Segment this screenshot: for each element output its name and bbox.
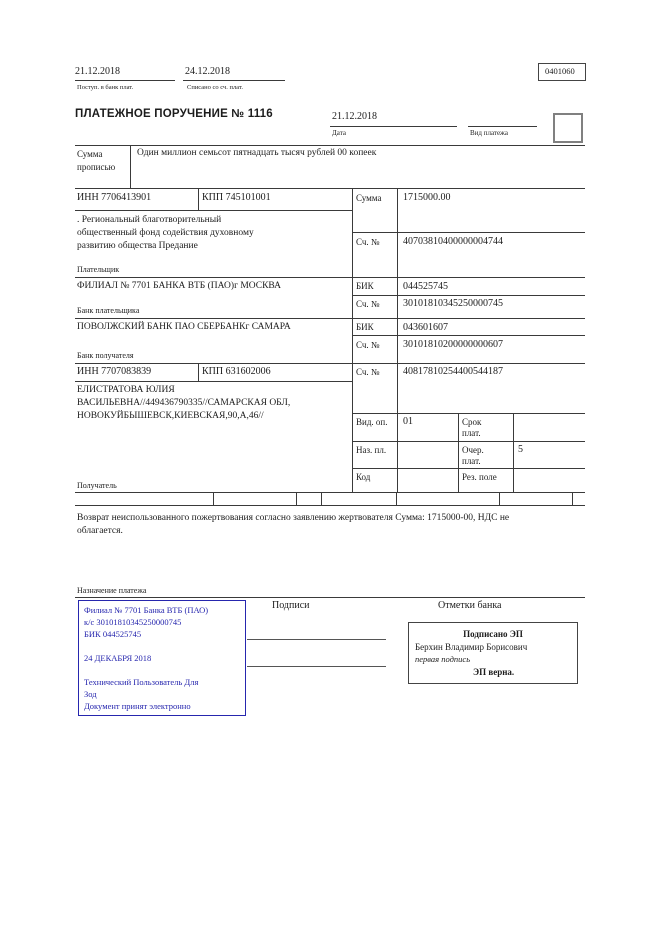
pay-term-label: Срок плат. — [462, 417, 482, 438]
received-in-bank-date: 21.12.2018 — [75, 66, 120, 77]
table-line — [75, 318, 585, 319]
table-line — [75, 492, 585, 493]
table-line — [397, 188, 398, 492]
payer-section-label: Плательщик — [77, 265, 120, 274]
sum-label: Сумма — [356, 193, 382, 203]
purpose-section-label: Назначение платежа — [77, 586, 147, 595]
esignature-box — [408, 622, 578, 684]
table-line — [458, 413, 459, 492]
table-line — [352, 188, 353, 492]
op-kind-label: Вид. оп. — [356, 417, 388, 427]
table-line — [352, 335, 585, 336]
table-line — [321, 492, 322, 505]
debited-label: Списано со сч. плат. — [187, 84, 243, 91]
received-in-bank-label: Поступ. в банк плат. — [77, 84, 134, 91]
signature-line-1 — [247, 639, 386, 640]
esign-verdict: ЭП верна. — [473, 666, 515, 677]
payment-kind-label: Вид платежа — [470, 129, 509, 137]
signatures-label: Подписи — [272, 600, 310, 611]
document-title: ПЛАТЕЖНОЕ ПОРУЧЕНИЕ № 1116 — [75, 108, 273, 120]
debited-date-underline — [183, 80, 285, 81]
bank-marks-label: Отметки банка — [438, 600, 502, 611]
table-line — [572, 492, 573, 505]
table-line — [75, 210, 352, 211]
payer-bank-bik: 044525745 — [403, 281, 448, 292]
form-code-box — [538, 63, 586, 81]
purpose-text: Возврат неиспользованного пожертвования согласно заявлению жертвователя Сумма: 1715000-00, НДС не облагается. — [77, 513, 510, 536]
naz-pl-label: Наз. пл. — [356, 445, 387, 455]
payee-bank-name: ПОВОЛЖСКИЙ БАНК ПАО СБЕРБАНКг САМАРА — [77, 322, 291, 332]
signature-line-2 — [247, 666, 386, 667]
table-line — [352, 468, 585, 469]
date-underline — [330, 126, 457, 127]
payee-bank-account: 30101810200000000607 — [403, 339, 503, 350]
form-code: 0401060 — [545, 66, 575, 76]
esign-kind: первая подпись — [415, 654, 471, 664]
purpose-underline — [75, 597, 585, 598]
payee-section-label: Получатель — [77, 481, 117, 490]
bank-stamp: Филиал № 7701 Банка ВТБ (ПАО) к/с 30101810345250000745 БИК 044525745 24 ДЕКАБРЯ 2018 Технический Пользователь Для Зод Документ принят электронно — [78, 600, 246, 716]
code-label: Код — [356, 472, 371, 482]
payer-kpp: КПП 745101001 — [202, 192, 271, 203]
payee-bank-bik: 043601607 — [403, 322, 448, 333]
received-date-underline — [75, 80, 175, 81]
op-kind-value: 01 — [403, 416, 413, 427]
table-line — [213, 492, 214, 505]
date-label: Дата — [332, 129, 346, 137]
amount-words-value: Один миллион семьсот пятнадцать тысяч рублей 00 копеек — [137, 148, 377, 158]
payer-name: . Региональный благотворительный общественный фонд содействия духовному развитию общества Предание — [77, 215, 254, 251]
esign-title: Подписано ЭП — [463, 629, 523, 639]
table-line — [75, 505, 585, 506]
payment-kind-checkbox — [553, 113, 583, 143]
payer-bank-section-label: Банк плательщика — [77, 306, 140, 315]
debited-date: 24.12.2018 — [185, 66, 230, 77]
payer-bank-name: ФИЛИАЛ № 7701 БАНКА ВТБ (ПАО)г МОСКВА — [77, 281, 282, 291]
payer-bank-account: 30101810345250000745 — [403, 298, 503, 309]
table-line — [75, 381, 352, 382]
table-line — [198, 188, 199, 210]
payer-bank-account-label: Сч. № — [356, 299, 380, 309]
table-line — [296, 492, 297, 505]
amount-words-label: Сумма прописью — [77, 149, 116, 172]
table-line — [75, 145, 585, 146]
table-line — [75, 277, 585, 278]
table-line — [75, 188, 585, 189]
document-date: 21.12.2018 — [332, 111, 377, 122]
sum-value: 1715000.00 — [403, 192, 451, 203]
table-line — [75, 363, 585, 364]
payee-bank-bik-label: БИК — [356, 322, 374, 332]
payer-inn: ИНН 7706413901 — [77, 192, 152, 203]
reserve-label: Рез. поле — [462, 472, 497, 482]
table-line — [130, 145, 131, 188]
payee-bank-account-label: Сч. № — [356, 340, 380, 350]
payee-inn: ИНН 7707083839 — [77, 366, 152, 377]
payment-kind-underline — [468, 126, 537, 127]
table-line — [396, 492, 397, 505]
table-line — [352, 232, 585, 233]
payer-account-label: Сч. № — [356, 237, 380, 247]
payee-bank-section-label: Банк получателя — [77, 351, 134, 360]
payee-kpp: КПП 631602006 — [202, 366, 271, 377]
payer-account: 40703810400000004744 — [403, 236, 503, 247]
table-line — [513, 413, 514, 492]
table-line — [352, 295, 585, 296]
table-line — [499, 492, 500, 505]
table-line — [352, 441, 585, 442]
esign-name: Берхин Владимир Борисович — [415, 641, 528, 652]
payer-bank-bik-label: БИК — [356, 281, 374, 291]
payee-account: 40817810254400544187 — [403, 366, 503, 377]
table-line — [352, 413, 585, 414]
payee-name: ЕЛИСТРАТОВА ЮЛИЯ ВАСИЛЬЕВНА//449436790335//САМАРСКАЯ ОБЛ, НОВОКУЙБЫШЕВСК,КИЕВСКАЯ,90,А,46// — [77, 385, 291, 421]
priority-value: 5 — [518, 444, 523, 455]
table-line — [198, 363, 199, 381]
priority-label: Очер. плат. — [462, 445, 484, 466]
payee-account-label: Сч. № — [356, 367, 380, 377]
